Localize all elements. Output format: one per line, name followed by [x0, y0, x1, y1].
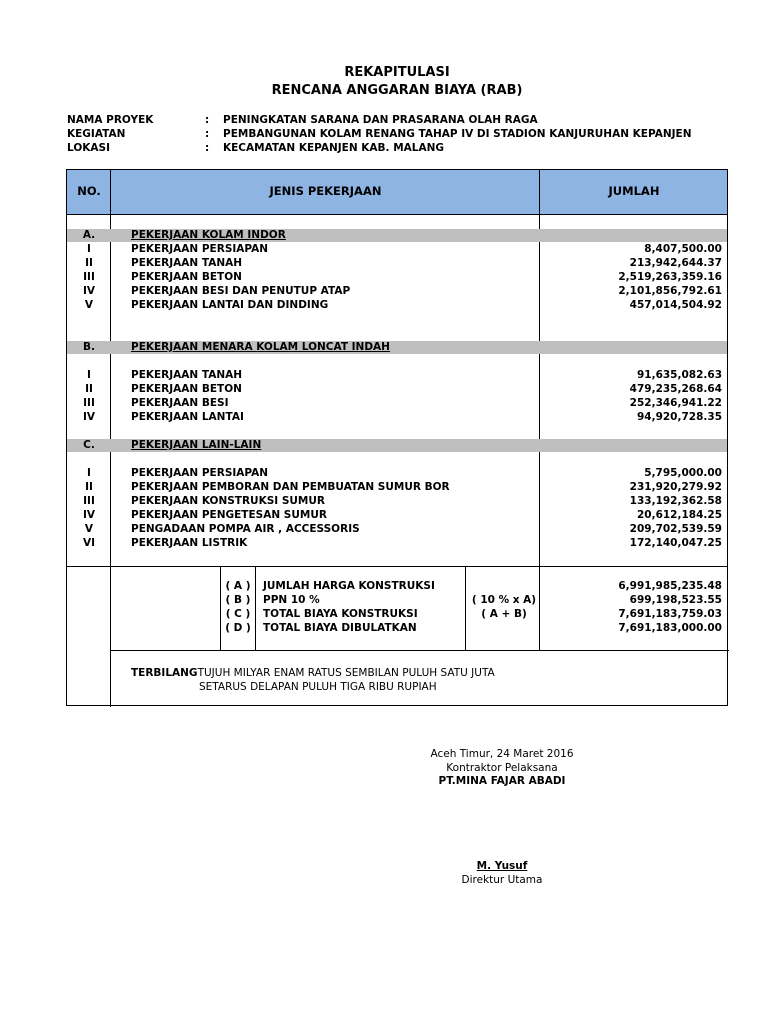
signature-position: Direktur Utama [461, 874, 543, 886]
row-amount: 133,192,362.58 [629, 495, 722, 507]
summary-row-d [67, 621, 727, 635]
row-desc: PEKERJAAN PERSIAPAN [131, 467, 269, 479]
row-desc: PEKERJAAN PERSIAPAN [131, 243, 269, 255]
row-amount: 172,140,047.25 [629, 537, 722, 549]
summary-row-b [67, 593, 727, 607]
row-no: II [85, 257, 93, 269]
header-jumlah: JUMLAH [608, 184, 660, 198]
info-key: LOKASI [67, 142, 110, 154]
table-row [67, 382, 727, 396]
section-a-row [67, 228, 727, 242]
summary-amount: 6,991,985,235.48 [618, 580, 722, 592]
row-no: II [85, 383, 93, 395]
row-no: IV [82, 509, 96, 521]
row-no: I [87, 369, 91, 381]
row-no: III [83, 495, 95, 507]
summary-row-c [67, 607, 727, 621]
row-amount: 457,014,504.92 [629, 299, 722, 311]
table-row [67, 396, 727, 410]
info-sep: : [205, 114, 210, 126]
row-desc: PEKERJAAN LISTRIK [131, 537, 248, 549]
info-kegiatan [67, 128, 692, 140]
table-row [67, 494, 727, 508]
row-amount: 231,920,279.92 [629, 481, 722, 493]
section-title: PEKERJAAN MENARA KOLAM LONCAT INDAH [131, 341, 390, 353]
signature-name: M. Yusuf [476, 860, 528, 872]
table-row [67, 410, 727, 424]
table-row [67, 536, 727, 550]
row-no: III [83, 397, 95, 409]
row-no: III [83, 271, 95, 283]
info-key: KEGIATAN [67, 128, 126, 140]
summary-label: PPN 10 % [263, 594, 320, 606]
row-desc: PEKERJAAN PEMBORAN DAN PEMBUATAN SUMUR BOR [131, 481, 450, 493]
summary-row-a [67, 579, 727, 593]
terbilang-label: TERBILANG [131, 667, 198, 679]
table-row [67, 256, 727, 270]
terbilang [131, 666, 495, 694]
signature-company: PT.MINA FAJAR ABADI [438, 775, 566, 787]
row-amount: 94,920,728.35 [636, 411, 722, 423]
row-no: VI [82, 537, 96, 549]
summary-top-border [67, 566, 727, 567]
section-c-row [67, 438, 727, 452]
row-amount: 5,795,000.00 [644, 467, 722, 479]
summary-amount: 7,691,183,000.00 [618, 622, 722, 634]
row-amount: 8,407,500.00 [644, 243, 722, 255]
terbilang-line2: SETARUS DELAPAN PULUH TIGA RIBU RUPIAH [199, 681, 437, 693]
info-lokasi [67, 142, 444, 154]
row-amount: 2,519,263,359.16 [618, 271, 722, 283]
header-jenis-pekerjaan: JENIS PEKERJAAN [269, 184, 382, 198]
summary-formula: ( A + B) [481, 608, 527, 620]
info-value: PEMBANGUNAN KOLAM RENANG TAHAP IV DI STADION KANJURUHAN KEPANJEN [223, 128, 692, 140]
row-desc: PEKERJAAN LANTAI DAN DINDING [131, 299, 329, 311]
summary-code: ( A ) [225, 580, 251, 592]
row-desc: PEKERJAAN PENGETESAN SUMUR [131, 509, 327, 521]
row-desc: PEKERJAAN BESI DAN PENUTUP ATAP [131, 285, 351, 297]
row-desc: PEKERJAAN KONSTRUKSI SUMUR [131, 495, 325, 507]
info-nama-proyek [67, 114, 538, 126]
summary-label: TOTAL BIAYA DIBULATKAN [263, 622, 417, 634]
row-amount: 2,101,856,792.61 [618, 285, 722, 297]
summary-formula: ( 10 % x A) [471, 594, 537, 606]
row-no: V [84, 299, 94, 311]
info-key: NAMA PROYEK [67, 114, 154, 126]
row-desc: PEKERJAAN BETON [131, 383, 242, 395]
summary-amount: 7,691,183,759.03 [618, 608, 722, 620]
table-row [67, 466, 727, 480]
row-no: V [84, 523, 94, 535]
row-desc: PEKERJAAN LANTAI [131, 411, 244, 423]
document-subtitle: RENCANA ANGGARAN BIAYA (RAB) [271, 83, 523, 98]
summary-code: ( D ) [225, 622, 251, 634]
table-row [67, 270, 727, 284]
table-row [67, 480, 727, 494]
row-amount: 213,942,644.37 [629, 257, 722, 269]
table-row [67, 368, 727, 382]
row-desc: PENGADAAN POMPA AIR , ACCESSORIS [131, 523, 360, 535]
table-row [67, 508, 727, 522]
rab-table [66, 169, 728, 706]
section-b-row [67, 340, 727, 354]
row-amount: 91,635,082.63 [636, 369, 722, 381]
row-amount: 20,612,184.25 [636, 509, 722, 521]
row-no: I [87, 467, 91, 479]
summary-code: ( B ) [225, 594, 251, 606]
table-row [67, 298, 727, 312]
info-sep: : [205, 128, 210, 140]
summary-amount: 699,198,523.55 [629, 594, 722, 606]
section-title: PEKERJAAN KOLAM INDOR [131, 229, 286, 241]
document-title: REKAPITULASI [344, 65, 450, 80]
row-desc: PEKERJAAN TANAH [131, 369, 243, 381]
section-no: B. [83, 341, 95, 353]
terbilang-top-border [110, 650, 729, 651]
terbilang-line1: TUJUH MILYAR ENAM RATUS SEMBILAN PULUH SATU JUTA [197, 667, 495, 679]
row-desc: PEKERJAAN BETON [131, 271, 242, 283]
row-no: IV [82, 285, 96, 297]
info-value: KECAMATAN KEPANJEN KAB. MALANG [223, 142, 445, 154]
row-desc: PEKERJAAN BESI [131, 397, 229, 409]
header-no: NO. [77, 184, 101, 198]
summary-label: JUMLAH HARGA KONSTRUKSI [263, 580, 435, 592]
row-desc: PEKERJAAN TANAH [131, 257, 243, 269]
row-no: IV [82, 411, 96, 423]
summary-code: ( C ) [225, 608, 251, 620]
row-no: I [87, 243, 91, 255]
signature-role: Kontraktor Pelaksana [446, 762, 558, 774]
row-amount: 209,702,539.59 [629, 523, 722, 535]
signature-place-date: Aceh Timur, 24 Maret 2016 [430, 748, 574, 760]
row-amount: 252,346,941.22 [629, 397, 722, 409]
table-row [67, 522, 727, 536]
info-value: PENINGKATAN SARANA DAN PRASARANA OLAH RAGA [223, 114, 538, 126]
summary-label: TOTAL BIAYA KONSTRUKSI [263, 608, 418, 620]
section-title: PEKERJAAN LAIN-LAIN [131, 439, 262, 451]
row-no: II [85, 481, 93, 493]
table-row [67, 242, 727, 256]
section-no: C. [83, 439, 95, 451]
info-sep: : [205, 142, 210, 154]
row-amount: 479,235,268.64 [629, 383, 722, 395]
table-header [67, 170, 727, 215]
section-no: A. [82, 229, 96, 241]
table-row [67, 284, 727, 298]
